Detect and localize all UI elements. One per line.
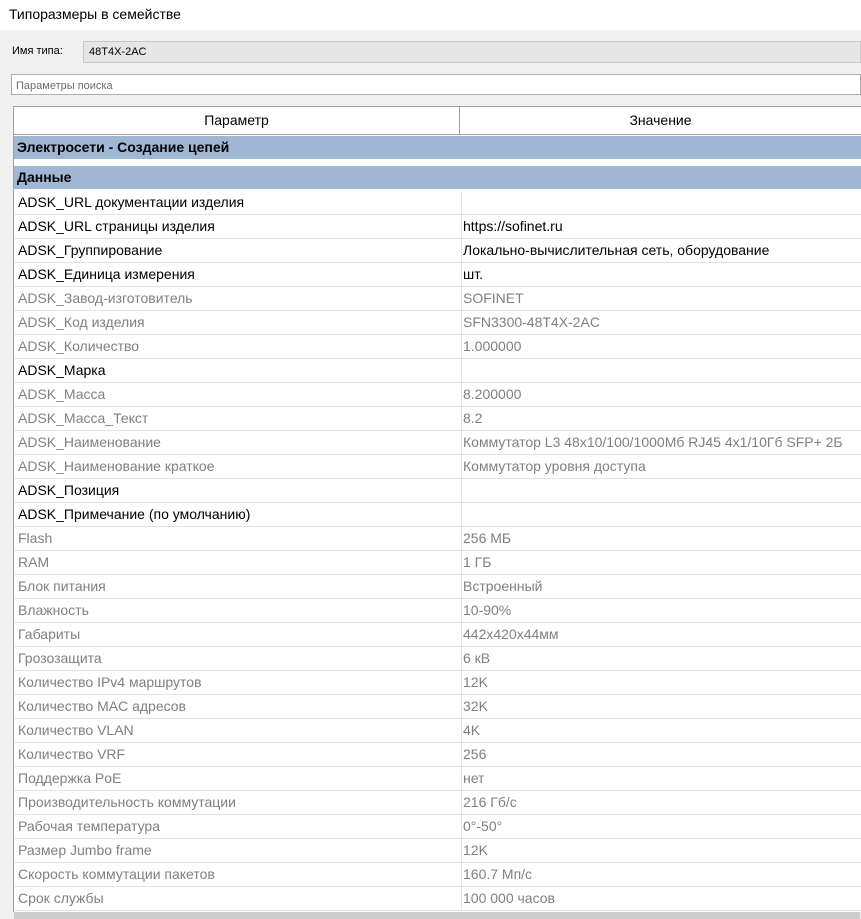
param-value-cell: 10-90% [461, 599, 861, 622]
table-row[interactable] [14, 887, 861, 911]
param-name-cell: Производительность коммутации [18, 794, 236, 810]
param-name-cell: Влажность [18, 602, 89, 618]
table-row[interactable] [14, 383, 861, 407]
table-row[interactable] [14, 311, 861, 335]
table-row[interactable] [14, 575, 861, 599]
table-row[interactable] [14, 791, 861, 815]
param-value-cell: 12K [461, 839, 861, 862]
param-value-cell: 1.000000 [461, 335, 861, 358]
window-title: Типоразмеры в семействе [9, 6, 181, 22]
table-row[interactable] [14, 407, 861, 431]
table-row[interactable] [14, 743, 861, 767]
table-row[interactable] [14, 431, 861, 455]
param-name-cell: Рабочая температура [18, 818, 160, 834]
header-param[interactable]: Параметр [14, 107, 460, 134]
param-name-cell: RAM [18, 554, 50, 570]
param-value-cell: 8.200000 [461, 383, 861, 406]
title-bar [0, 0, 861, 30]
table-row[interactable] [14, 359, 861, 383]
table-row[interactable] [14, 623, 861, 647]
table-row[interactable] [14, 239, 861, 263]
table-row[interactable] [14, 215, 861, 239]
search-input[interactable] [11, 74, 861, 95]
table-row[interactable] [14, 263, 861, 287]
horizontal-scrollbar[interactable] [0, 912, 861, 919]
param-name-cell: Грозозащита [18, 650, 102, 666]
param-name-cell: ADSK_URL документации изделия [18, 194, 245, 210]
param-value-cell: 32K [461, 695, 861, 718]
param-value-cell[interactable]: шт. [461, 263, 861, 286]
param-name-cell: ADSK_Завод-изготовитель [18, 290, 193, 306]
scrollbar-thumb[interactable] [14, 912, 860, 919]
table-row[interactable] [14, 479, 861, 503]
param-name-cell: Количество IPv4 маршрутов [18, 674, 202, 690]
param-name-cell: Количество VLAN [18, 722, 134, 738]
param-value-cell: 216 Гб/с [461, 791, 861, 814]
table-row[interactable] [14, 863, 861, 887]
table-row[interactable] [14, 551, 861, 575]
param-value-cell[interactable]: Локально-вычислительная сеть, оборудование [461, 239, 861, 262]
param-value-cell: 8.2 [461, 407, 861, 430]
param-value-cell[interactable] [461, 359, 861, 382]
param-name-cell: Скорость коммутации пакетов [18, 866, 215, 882]
param-name-cell: ADSK_Наименование краткое [18, 458, 215, 474]
param-value-cell: Коммутатор уровня доступа [461, 455, 861, 478]
param-name-cell: Flash [18, 530, 53, 546]
param-value-cell[interactable] [461, 191, 861, 214]
param-value-cell: SFN3300-48T4X-2AC [461, 311, 861, 334]
param-value-cell: 6 кВ [461, 647, 861, 670]
param-name-cell: ADSK_Примечание (по умолчанию) [18, 506, 251, 522]
table-body [14, 191, 861, 911]
param-value-cell: 12K [461, 671, 861, 694]
table-row[interactable] [14, 839, 861, 863]
param-value-cell: 0°-50° [461, 815, 861, 838]
param-value-cell: 442х420х44мм [461, 623, 861, 646]
table-row[interactable] [14, 287, 861, 311]
param-value-cell: 100 000 часов [461, 887, 861, 910]
param-name-cell: ADSK_Код изделия [18, 314, 145, 330]
param-name-cell: Количество VRF [18, 746, 126, 762]
table-row[interactable] [14, 719, 861, 743]
table-row[interactable] [14, 455, 861, 479]
table-row[interactable] [14, 503, 861, 527]
param-value-cell: нет [461, 767, 861, 790]
param-value-cell: 4K [461, 719, 861, 742]
param-name-cell: ADSK_Наименование [18, 434, 161, 450]
param-name-cell: ADSK_Единица измерения [18, 266, 195, 282]
param-name-cell: Габариты [18, 626, 81, 642]
param-name-cell: Блок питания [18, 578, 106, 594]
table-row[interactable] [14, 695, 861, 719]
type-name-label: Имя типа: [12, 45, 63, 57]
param-name-cell: ADSK_Позиция [18, 482, 120, 498]
table-row[interactable] [14, 527, 861, 551]
table-row[interactable] [14, 335, 861, 359]
param-value-cell: 1 ГБ [461, 551, 861, 574]
param-value-cell[interactable]: https://sofinet.ru [461, 215, 861, 238]
table-row[interactable] [14, 599, 861, 623]
param-name-cell: ADSK_Масса [18, 386, 106, 402]
param-value-cell: Коммутатор L3 48х10/100/1000Мб RJ45 4х1/10Гб SFP+ 2Б [461, 431, 861, 454]
param-name-cell: ADSK_Масса_Текст [18, 410, 149, 426]
param-name-cell: Срок службы [18, 890, 104, 906]
param-value-cell: 256 МБ [461, 527, 861, 550]
table-row[interactable] [14, 767, 861, 791]
param-value-cell: 160.7 Мп/с [461, 863, 861, 886]
param-name-cell: ADSK_URL страницы изделия [18, 218, 215, 234]
subgroup-row[interactable]: Данные [14, 166, 861, 189]
param-value-cell[interactable] [461, 479, 861, 502]
param-name-cell: ADSK_Группирование [18, 242, 163, 258]
param-value-cell: 256 [461, 743, 861, 766]
table-row[interactable] [14, 815, 861, 839]
table-row[interactable] [14, 191, 861, 215]
param-value-cell: SOFINET [461, 287, 861, 310]
param-name-cell: ADSK_Количество [18, 338, 140, 354]
param-value-cell: Встроенный [461, 575, 861, 598]
table-header [14, 107, 861, 135]
group-row[interactable]: Электросети - Создание цепей [14, 136, 861, 159]
left-edge [0, 30, 2, 912]
type-name-field[interactable]: 48T4X-2AC [83, 41, 861, 63]
param-value-cell[interactable] [461, 503, 861, 526]
header-value[interactable]: Значение [629, 112, 692, 128]
param-name-cell: Размер Jumbo frame [18, 842, 152, 858]
param-name-cell: Количество MAC адресов [18, 698, 186, 714]
param-name-cell: Поддержка PoE [18, 770, 122, 786]
table-row[interactable] [14, 671, 861, 695]
param-name-cell: ADSK_Марка [18, 362, 106, 378]
parameters-table [13, 106, 861, 912]
table-row[interactable] [14, 647, 861, 671]
